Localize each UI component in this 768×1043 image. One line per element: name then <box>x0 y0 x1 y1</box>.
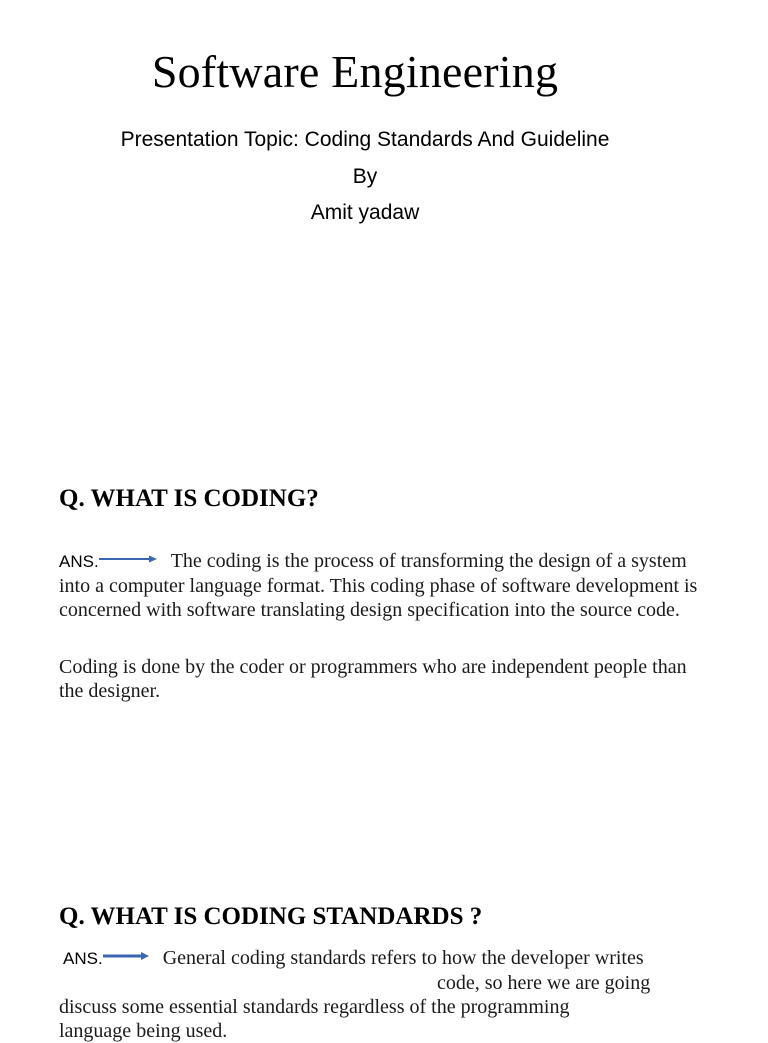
by-label: By <box>352 165 378 188</box>
answer-label: ANS. <box>63 949 103 968</box>
answer-paragraph-coding <box>59 549 714 622</box>
question-heading-coding: Q. WHAT IS CODING? <box>59 485 319 512</box>
answer-text-line-4: language being used. <box>59 1020 228 1042</box>
right-arrow-icon <box>103 951 149 961</box>
answer-text-line-2: code, so here we are going <box>437 972 651 994</box>
answer-label: ANS. <box>59 552 99 571</box>
author-name: Amit yadaw <box>310 201 420 224</box>
answer-text-line-1: General coding standards refers to how the developer writes <box>162 947 644 969</box>
question-heading-coding-standards: Q. WHAT IS CODING STANDARDS ? <box>59 903 483 930</box>
coding-paragraph-2: Coding is done by the coder or programmers who are independent people than the designer. <box>59 656 687 702</box>
answer-paragraph-coding-standards <box>59 946 714 1043</box>
right-arrow-icon <box>99 554 157 564</box>
presentation-topic: Presentation Topic: Coding Standards And Guideline <box>120 128 610 151</box>
answer-text-line-3: discuss some essential standards regardless of the programming <box>59 996 570 1018</box>
document-title: Software Engineering <box>151 46 559 97</box>
answer-text: The coding is the process of transforming the design of a system into a computer language format. This coding phase of software development is concerned with software translating design specification into the source code. <box>59 550 698 621</box>
